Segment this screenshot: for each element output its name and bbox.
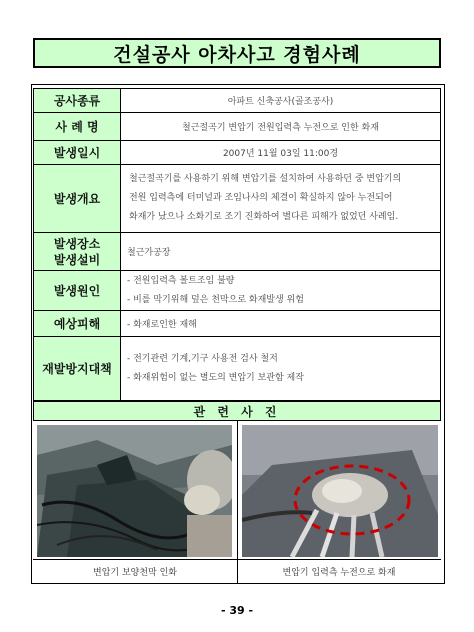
expected-damage-value: - 화재로인한 재해 [121,311,441,337]
table-row [34,337,441,401]
prevention-value [121,337,441,401]
occurrence-date-label: 발생일시 [34,141,121,165]
table-row [34,311,441,337]
overview-value [121,165,441,233]
prevention-label: 재발방지대책 [34,337,121,401]
equipment-label-line: 발생설비 [53,252,101,267]
expected-damage-label: 예상피해 [34,311,121,337]
construction-type-value: 아파트 신축공사(골조공사) [121,89,441,113]
cause-value [121,271,441,311]
cause-label: 발생원인 [34,271,121,311]
page-number: - 39 - [220,604,254,617]
occurrence-date-value: 2007년 11월 03일 11:00경 [121,141,441,165]
cause-line: - 비를 막기위해 덮은 천막으로 화재발생 위험 [127,294,304,305]
left-photo-caption: 변압기 보양천막 인화 [93,567,177,578]
electrical-fire-photo [242,425,438,557]
location-label-line: 발생장소 [53,236,101,251]
location-label [34,233,121,271]
table-row [34,233,441,271]
construction-type-label: 공사종류 [34,89,121,113]
document-title: 건설공사 아차사고 경험사례 [33,38,441,68]
prevention-line: - 화재위험이 없는 별도의 변압기 보관함 제작 [127,372,304,383]
related-photos-header: 관 련 사 진 [33,401,441,421]
location-value: 철근가공장 [121,233,441,271]
tarp-fire-photo [37,425,232,557]
incident-info-table [33,88,441,401]
overview-line: 철근절곡기를 사용하기 위해 변압기를 설치하여 사용하던 중 변압기의 [129,174,402,184]
table-row [34,113,441,141]
case-name-value: 철근절곡기 변압기 전원입력측 누전으로 인한 화재 [121,113,441,141]
cause-line: - 전원입력측 볼트조임 불량 [127,275,235,286]
overview-line: 화재가 났으나 소화기로 조기 진화하여 별다른 피해가 없었던 사례임. [129,212,399,222]
overview-line: 전원 입력측에 터미널과 조임나사의 체결이 확실하지 않아 누전되어 [129,193,393,203]
prevention-line: - 전기관련 기계,기구 사용전 검사 철저 [127,353,278,364]
table-row [34,141,441,165]
case-name-label: 사 례 명 [34,113,121,141]
table-row [34,165,441,233]
overview-label: 발생개요 [34,165,121,233]
caption-divider [33,559,441,560]
table-row [34,271,441,311]
table-row [34,89,441,113]
right-photo-caption: 변압기 입력측 누전으로 화재 [282,567,396,578]
